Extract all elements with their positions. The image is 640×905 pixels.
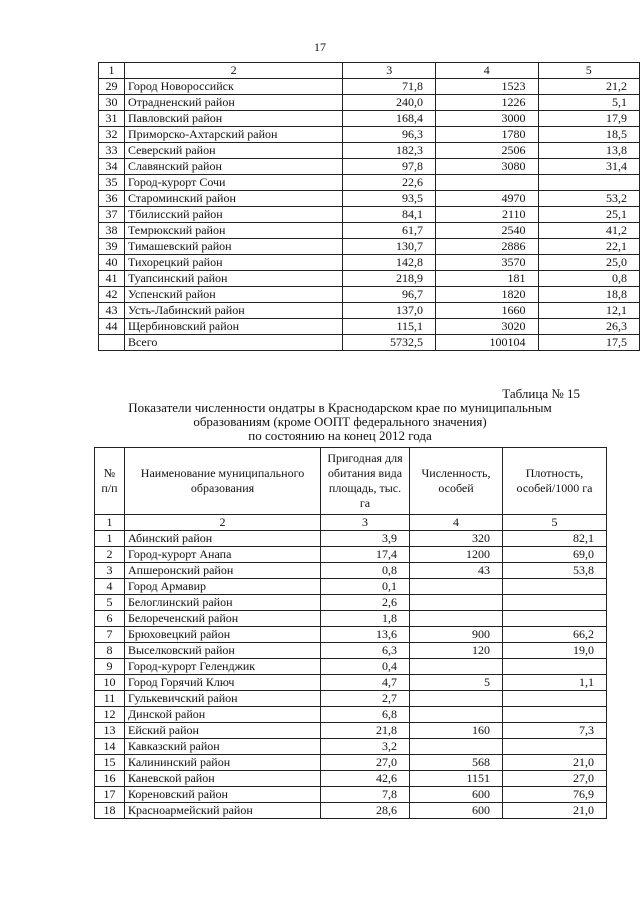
row-number: 43	[99, 303, 125, 319]
population-density: 53,8	[503, 563, 607, 579]
habitat-area: 21,8	[321, 723, 410, 739]
total-row	[99, 335, 640, 351]
row-number: 3	[95, 563, 125, 579]
column-number-row	[99, 63, 640, 79]
table-row	[99, 239, 640, 255]
row-number: 15	[95, 755, 125, 771]
population-density: 21,0	[503, 803, 607, 819]
district-name: Кавказский район	[125, 739, 321, 755]
column-number: 4	[410, 515, 503, 531]
district-name: Тбилисский район	[124, 207, 342, 223]
table-row	[95, 787, 607, 803]
habitat-area: 61,7	[343, 223, 436, 239]
page-number: 17	[314, 40, 326, 54]
population-density: 25,1	[538, 207, 639, 223]
district-name: Щербиновский район	[124, 319, 342, 335]
district-name: Тимашевский район	[124, 239, 342, 255]
table-row	[95, 771, 607, 787]
population-density: 18,5	[538, 127, 639, 143]
population-count: 2886	[436, 239, 539, 255]
header-row	[95, 448, 607, 515]
district-name: Апшеронский район	[125, 563, 321, 579]
row-number: 12	[95, 707, 125, 723]
header-area: Пригодная для обитания вида площадь, тыс. га	[321, 448, 410, 515]
population-count: 900	[410, 627, 503, 643]
population-count: 1820	[436, 287, 539, 303]
table-row	[99, 127, 640, 143]
habitat-area: 137,0	[343, 303, 436, 319]
column-number: 2	[125, 515, 321, 531]
header-number: № п/п	[95, 448, 125, 515]
habitat-area: 3,9	[321, 531, 410, 547]
population-density: 22,1	[538, 239, 639, 255]
row-number: 13	[95, 723, 125, 739]
header-name: Наименование муниципального образования	[125, 448, 321, 515]
population-density: 26,3	[538, 319, 639, 335]
caption-line: образованиям (кроме ООПТ федерального значения)	[193, 414, 487, 429]
column-number: 5	[538, 63, 639, 79]
district-name: Калининский район	[125, 755, 321, 771]
habitat-area: 42,6	[321, 771, 410, 787]
district-name: Туапсинский район	[124, 271, 342, 287]
population-count: 1151	[410, 771, 503, 787]
total-count: 100104	[436, 335, 539, 351]
population-count: 600	[410, 803, 503, 819]
district-name: Динской район	[125, 707, 321, 723]
table-row	[95, 707, 607, 723]
habitat-area: 6,8	[321, 707, 410, 723]
muskrat-table-continuation	[98, 62, 640, 351]
population-density: 18,8	[538, 287, 639, 303]
habitat-area: 7,8	[321, 787, 410, 803]
table-row	[95, 755, 607, 771]
population-count: 2110	[436, 207, 539, 223]
table-row	[99, 255, 640, 271]
habitat-area: 1,8	[321, 611, 410, 627]
table-row	[95, 675, 607, 691]
habitat-area: 28,6	[321, 803, 410, 819]
population-count: 320	[410, 531, 503, 547]
population-count: 2506	[436, 143, 539, 159]
habitat-area: 0,4	[321, 659, 410, 675]
row-number: 32	[99, 127, 125, 143]
column-number: 1	[99, 63, 125, 79]
table-row	[99, 159, 640, 175]
population-density	[503, 595, 607, 611]
population-density: 1,1	[503, 675, 607, 691]
habitat-area: 0,1	[321, 579, 410, 595]
population-count	[410, 579, 503, 595]
population-count: 43	[410, 563, 503, 579]
table-row	[95, 611, 607, 627]
column-number-row	[95, 515, 607, 531]
population-count: 160	[410, 723, 503, 739]
population-density	[538, 175, 639, 191]
district-name: Город Армавир	[125, 579, 321, 595]
muskrat-table-15	[94, 447, 607, 819]
population-density	[503, 739, 607, 755]
column-number: 3	[321, 515, 410, 531]
habitat-area: 142,8	[343, 255, 436, 271]
population-density: 17,9	[538, 111, 639, 127]
population-count	[410, 659, 503, 675]
table-row	[99, 191, 640, 207]
table-row	[99, 207, 640, 223]
habitat-area: 71,8	[343, 79, 436, 95]
district-name: Город Горячий Ключ	[125, 675, 321, 691]
row-number: 41	[99, 271, 125, 287]
table-row	[95, 659, 607, 675]
row-number: 2	[95, 547, 125, 563]
row-number: 38	[99, 223, 125, 239]
population-count: 1523	[436, 79, 539, 95]
habitat-area: 115,1	[343, 319, 436, 335]
row-number: 16	[95, 771, 125, 787]
population-density	[503, 659, 607, 675]
table-row	[95, 643, 607, 659]
population-density: 69,0	[503, 547, 607, 563]
population-density: 27,0	[503, 771, 607, 787]
population-density: 53,2	[538, 191, 639, 207]
population-density: 21,0	[503, 755, 607, 771]
district-name: Славянский район	[124, 159, 342, 175]
district-name: Павловский район	[124, 111, 342, 127]
total-area: 5732,5	[343, 335, 436, 351]
district-name: Белореченский район	[125, 611, 321, 627]
population-density	[503, 691, 607, 707]
population-density: 76,9	[503, 787, 607, 803]
row-number: 17	[95, 787, 125, 803]
column-number: 3	[343, 63, 436, 79]
row-number: 42	[99, 287, 125, 303]
population-density: 19,0	[503, 643, 607, 659]
population-count: 3000	[436, 111, 539, 127]
table-row	[99, 287, 640, 303]
population-count	[410, 611, 503, 627]
district-name: Усть-Лабинский район	[124, 303, 342, 319]
habitat-area: 2,7	[321, 691, 410, 707]
habitat-area: 3,2	[321, 739, 410, 755]
habitat-area: 97,8	[343, 159, 436, 175]
row-number: 11	[95, 691, 125, 707]
table-row	[95, 627, 607, 643]
table-row	[99, 271, 640, 287]
population-density: 12,1	[538, 303, 639, 319]
row-number: 8	[95, 643, 125, 659]
habitat-area: 84,1	[343, 207, 436, 223]
row-number: 35	[99, 175, 125, 191]
population-density: 25,0	[538, 255, 639, 271]
population-density	[503, 707, 607, 723]
column-number: 2	[124, 63, 342, 79]
population-density: 31,4	[538, 159, 639, 175]
table-row	[99, 175, 640, 191]
habitat-area: 17,4	[321, 547, 410, 563]
population-density	[503, 611, 607, 627]
row-number: 44	[99, 319, 125, 335]
district-name: Ейский район	[125, 723, 321, 739]
population-density: 5,1	[538, 95, 639, 111]
row-number: 40	[99, 255, 125, 271]
district-name: Каневской район	[125, 771, 321, 787]
district-name: Приморско-Ахтарский район	[124, 127, 342, 143]
habitat-area: 130,7	[343, 239, 436, 255]
population-count	[410, 707, 503, 723]
district-name: Тихорецкий район	[124, 255, 342, 271]
caption-line: Показатели численности ондатры в Краснодарском крае по муниципальным	[128, 400, 552, 415]
district-name: Красноармейский район	[125, 803, 321, 819]
table-row	[99, 319, 640, 335]
district-name: Успенский район	[124, 287, 342, 303]
row-number: 36	[99, 191, 125, 207]
population-density: 13,8	[538, 143, 639, 159]
table-label: Таблица № 15	[502, 386, 580, 401]
population-count: 1226	[436, 95, 539, 111]
population-count: 3020	[436, 319, 539, 335]
row-number: 6	[95, 611, 125, 627]
row-number: 9	[95, 659, 125, 675]
population-density: 41,2	[538, 223, 639, 239]
habitat-area: 2,6	[321, 595, 410, 611]
district-name: Город-курорт Анапа	[125, 547, 321, 563]
population-count: 1660	[436, 303, 539, 319]
row-number: 30	[99, 95, 125, 111]
population-count	[410, 691, 503, 707]
district-name: Темрюкский район	[124, 223, 342, 239]
table-row	[95, 531, 607, 547]
column-number: 4	[436, 63, 539, 79]
total-density: 17,5	[538, 335, 639, 351]
row-number: 29	[99, 79, 125, 95]
header-count: Численность, особей	[410, 448, 503, 515]
population-count: 181	[436, 271, 539, 287]
table-row	[99, 303, 640, 319]
population-count: 1200	[410, 547, 503, 563]
population-count	[436, 175, 539, 191]
row-number: 33	[99, 143, 125, 159]
column-number: 1	[95, 515, 125, 531]
table-row	[95, 803, 607, 819]
district-name: Выселковский район	[125, 643, 321, 659]
habitat-area: 13,6	[321, 627, 410, 643]
habitat-area: 27,0	[321, 755, 410, 771]
row-number: 10	[95, 675, 125, 691]
population-count: 2540	[436, 223, 539, 239]
row-number: 18	[95, 803, 125, 819]
district-name: Брюховецкий район	[125, 627, 321, 643]
row-number: 1	[95, 531, 125, 547]
table-row	[99, 95, 640, 111]
habitat-area: 240,0	[343, 95, 436, 111]
population-count	[410, 739, 503, 755]
population-count	[410, 595, 503, 611]
row-number: 34	[99, 159, 125, 175]
table-caption	[100, 401, 580, 443]
table-row	[95, 547, 607, 563]
row-number: 39	[99, 239, 125, 255]
habitat-area: 4,7	[321, 675, 410, 691]
table-row	[99, 111, 640, 127]
population-density: 66,2	[503, 627, 607, 643]
population-density: 7,3	[503, 723, 607, 739]
district-name: Староминский район	[124, 191, 342, 207]
district-name: Кореновский район	[125, 787, 321, 803]
habitat-area: 168,4	[343, 111, 436, 127]
population-count: 1780	[436, 127, 539, 143]
total-empty	[99, 335, 125, 351]
population-count: 568	[410, 755, 503, 771]
habitat-area: 93,5	[343, 191, 436, 207]
habitat-area: 218,9	[343, 271, 436, 287]
district-name: Город Новороссийск	[124, 79, 342, 95]
table-row	[95, 691, 607, 707]
habitat-area: 0,8	[321, 563, 410, 579]
table-row	[95, 579, 607, 595]
population-count: 3570	[436, 255, 539, 271]
district-name: Северский район	[124, 143, 342, 159]
habitat-area: 22,6	[343, 175, 436, 191]
total-label: Всего	[124, 335, 342, 351]
population-count: 600	[410, 787, 503, 803]
habitat-area: 182,3	[343, 143, 436, 159]
row-number: 7	[95, 627, 125, 643]
district-name: Город-курорт Сочи	[124, 175, 342, 191]
row-number: 5	[95, 595, 125, 611]
row-number: 4	[95, 579, 125, 595]
district-name: Абинский район	[125, 531, 321, 547]
population-count: 4970	[436, 191, 539, 207]
population-count: 120	[410, 643, 503, 659]
column-number: 5	[503, 515, 607, 531]
table-row	[99, 79, 640, 95]
table-row	[95, 563, 607, 579]
table-row	[95, 739, 607, 755]
table-row	[99, 143, 640, 159]
population-count: 3080	[436, 159, 539, 175]
habitat-area: 96,7	[343, 287, 436, 303]
row-number: 31	[99, 111, 125, 127]
population-density	[503, 579, 607, 595]
habitat-area: 96,3	[343, 127, 436, 143]
header-density: Плотность, особей/1000 га	[503, 448, 607, 515]
row-number: 37	[99, 207, 125, 223]
population-density: 0,8	[538, 271, 639, 287]
table-row	[95, 595, 607, 611]
population-count: 5	[410, 675, 503, 691]
row-number: 14	[95, 739, 125, 755]
habitat-area: 6,3	[321, 643, 410, 659]
table-row	[95, 723, 607, 739]
caption-line: по состоянию на конец 2012 года	[248, 428, 432, 443]
population-density: 21,2	[538, 79, 639, 95]
district-name: Город-курорт Геленджик	[125, 659, 321, 675]
district-name: Белоглинский район	[125, 595, 321, 611]
district-name: Гулькевичский район	[125, 691, 321, 707]
population-density: 82,1	[503, 531, 607, 547]
district-name: Отрадненский район	[124, 95, 342, 111]
table-row	[99, 223, 640, 239]
